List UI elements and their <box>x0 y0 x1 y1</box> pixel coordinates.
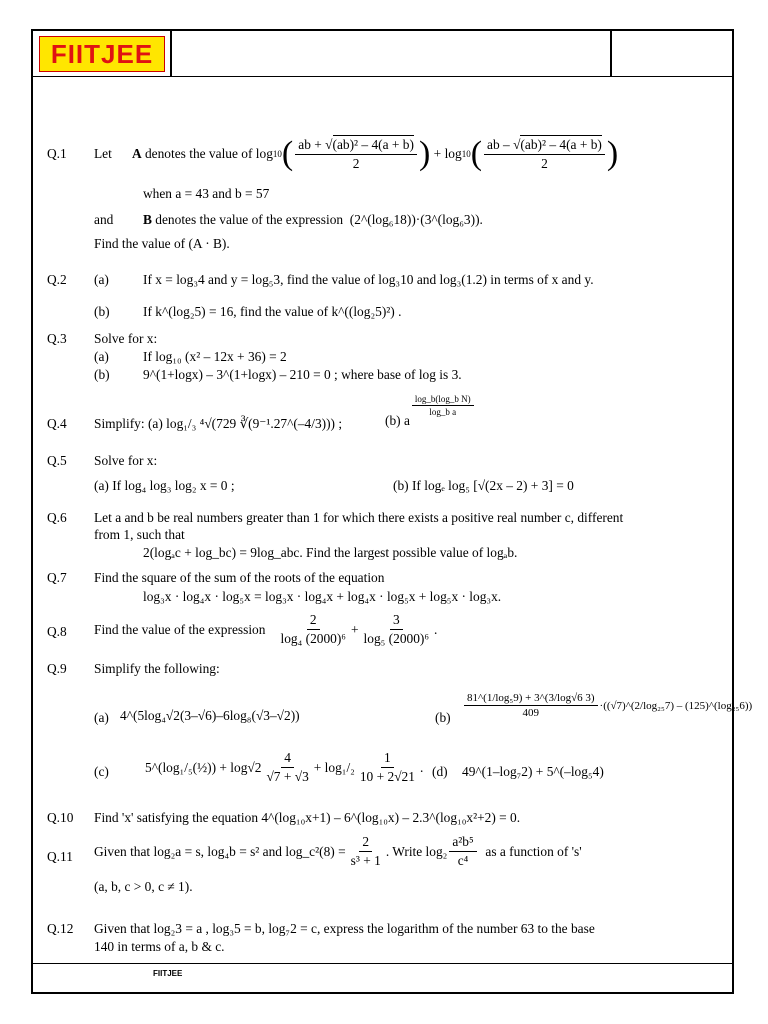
q1-line3b <box>143 212 483 228</box>
part-label: (b) <box>435 710 451 725</box>
q11-frac1 <box>348 834 384 869</box>
header-divider <box>610 31 612 76</box>
part-label: (a) <box>94 272 109 287</box>
q11-l1c: as a function of 's' <box>485 843 582 859</box>
q9c-expr-a: 5^(log₁/₅(½)) + log√2 <box>145 759 262 775</box>
q4b-exp-den: log_b a <box>429 407 457 417</box>
q2b-text: If k^(log₂5) = 16, find the value of k^((log₂5)²) . <box>143 304 402 319</box>
q4b-label: (b) a <box>385 413 410 428</box>
footer-bar <box>33 963 732 992</box>
q9c-frac1 <box>263 750 311 785</box>
q5b-text: (b) If logₑ log₅ [√(2x – 2) + 3] = 0 <box>393 478 574 493</box>
q9c-frac2 <box>357 750 418 785</box>
q1-rad2: (ab)² – 4(a + b) <box>520 136 602 152</box>
q12-line2: 140 in terms of a, b & c. <box>94 939 225 954</box>
q5a-text: (a) If log₄ log₃ log₂ x = 0 ; <box>94 478 235 493</box>
q1-let: Let <box>94 146 112 161</box>
q7-line1: Find the square of the sum of the roots of the equation <box>94 570 385 585</box>
q1-num1: ab + <box>298 136 326 152</box>
q3a-text: If log₁₀ (x² – 12x + 36) = 2 <box>143 349 287 364</box>
q11-line2: (a, b, c > 0, c ≠ 1). <box>94 879 193 894</box>
q1-line3 <box>94 212 113 228</box>
q9c-d2: 10 + 2√21 <box>359 769 415 784</box>
q8-frac2 <box>361 612 433 647</box>
part-label: (c) <box>94 764 109 779</box>
part-label: (b) <box>94 304 110 319</box>
part-label: (a) <box>94 710 109 725</box>
question-number: Q.8 <box>47 624 67 639</box>
question-number: Q.5 <box>47 453 67 468</box>
part-label: (a) <box>94 349 109 364</box>
footer-logo: FIITJEE <box>153 969 183 978</box>
q9c-n2: 1 <box>381 750 394 768</box>
fiitjee-logo: FIITJEE <box>39 36 165 72</box>
q9c-end: . <box>419 759 424 775</box>
q9c-d1: √7 + √3 <box>266 769 309 784</box>
q8-n1: 2 <box>307 612 320 630</box>
q4a-text: Simplify: (a) log₁/₃ ⁴√(729 ∛(9⁻¹.27^(–4/3))) ; <box>94 416 343 431</box>
q8-line <box>94 612 437 647</box>
q1-a-text: denotes the value of <box>144 146 253 161</box>
q9b-rest: ·((√7)^(2/log₂₅7) – (125)^(log₂₅6)) <box>599 699 753 712</box>
q6-line2: from 1, such that <box>94 527 185 542</box>
q1-log: log <box>255 146 273 161</box>
q9d-expr: 49^(1–log₇2) + 5^(–log₅4) <box>462 764 604 779</box>
q1-plus: + <box>433 146 442 161</box>
q7-line2: log₃x · log₄x · log₅x = log₃x · log₄x + log₄x · log₅x + log₅x · log₃x. <box>143 589 502 604</box>
q3-intro: Solve for x: <box>94 331 158 346</box>
q11-d2: c⁴ <box>457 853 469 868</box>
question-number: Q.9 <box>47 661 67 676</box>
q2a-text: If x = log₃4 and y = log₅3, find the value of log₃10 and log₃(1.2) in terms of x and y. <box>143 272 594 287</box>
q9b-den: 409 <box>522 707 540 719</box>
q9c-n1: 4 <box>281 750 294 768</box>
q1-frac2: $\frac{\text{ab – √(ab)² – 4(a + b)}}{2}$ <box>484 137 605 172</box>
part-label: (d) <box>432 764 448 779</box>
question-number: Q.6 <box>47 510 67 525</box>
q11-d: s³ + 1 <box>350 853 381 868</box>
q8-d1: log₄ (2000)⁶ <box>280 631 346 646</box>
q1-b-text: denotes the value of the expression <box>155 212 344 227</box>
q1-expr: (2^(log₆18))·(3^(log₆3)). <box>349 212 483 227</box>
q1-den2: 2 <box>541 155 548 171</box>
q9-intro: Simplify the following: <box>94 661 220 676</box>
q8-plus: + <box>350 621 359 637</box>
q1-log: log <box>444 146 462 161</box>
q1-and: and <box>94 212 114 227</box>
q5-intro: Solve for x: <box>94 453 158 468</box>
q9b-expr <box>462 692 752 719</box>
q4b <box>385 394 476 431</box>
q11-line1 <box>94 834 582 869</box>
q8-text: Find the value of the expression <box>94 621 266 637</box>
q9a-expr: 4^(5log₄√2(3–√6)–6log₈(√3–√2)) <box>120 708 300 723</box>
q11-frac2 <box>449 834 476 869</box>
question-number: Q.2 <box>47 272 67 287</box>
question-number: Q.7 <box>47 570 67 585</box>
question-number: Q.10 <box>47 810 74 825</box>
q1-frac1: $\frac{\text{ab + √(ab)² – 4(a + b)}}{2}$ <box>295 137 417 172</box>
q11-n2: a²b⁵ <box>449 834 476 852</box>
question-number: Q.11 <box>47 849 73 864</box>
q8-frac1 <box>277 612 349 647</box>
q3b-text: 9^(1+logx) – 3^(1+logx) – 210 = 0 ; where base of log is 3. <box>143 367 462 382</box>
q9c-expr <box>145 750 423 785</box>
q6-line3: 2(logₐc + log_bc) = 9log_abc. Find the largest possible value of logₐb. <box>143 545 518 560</box>
part-label: (b) <box>94 367 110 382</box>
header-divider <box>170 31 172 76</box>
q1-den1: 2 <box>352 155 360 171</box>
q1-find: Find the value of (A · B). <box>94 236 230 251</box>
q8-end: . <box>434 621 438 637</box>
q11-n: 2 <box>359 834 372 852</box>
q10-text: Find 'x' satisfying the equation 4^(log₁₀x+1) – 6^(log₁₀x) – 2.3^(log₁₀x²+2) = 0. <box>94 810 521 825</box>
q1-num2: ab – <box>487 136 514 152</box>
q1-rad1: (ab)² – 4(a + b) <box>332 136 414 152</box>
q9b-num: 81^(1/log₅9) + 3^(3/log√6 3) <box>464 692 598 706</box>
question-number: Q.3 <box>47 331 67 346</box>
q1-line1: Let A denotes the value of log 10 ( $\frac{\text{ab + √(ab)² – 4(a + b)}}{2}$ ) + log 10 ( $\frac{\text{ab – √(ab)² – 4(a + b)}}{2}$ ) <box>94 135 619 172</box>
q9b-frac <box>464 692 598 719</box>
q1-B: B <box>143 212 152 227</box>
q4b-exp-num: log_b(log_b N) <box>412 394 474 406</box>
q1-A: A <box>131 146 142 161</box>
question-number: Q.4 <box>47 416 67 431</box>
question-number: Q.12 <box>47 921 74 936</box>
q9c-mid: + log₁/₂ <box>313 759 355 775</box>
q12-line1: Given that log₂3 = a , log₃5 = b, log₇2 = c, express the logarithm of the number 63 to the base <box>94 921 595 936</box>
question-number: Q.1 <box>47 146 67 161</box>
q8-d2: log₅ (2000)⁶ <box>363 631 430 646</box>
q1-when: when a = 43 and b = 57 <box>143 186 270 201</box>
q11-l1b: . Write log₂ <box>385 843 448 859</box>
q8-n2: 3 <box>390 612 403 630</box>
q4b-exponent <box>412 394 474 417</box>
q11-l1a: Given that log₂a = s, log₄b = s² and log_c²(8) = <box>94 843 346 859</box>
header-bar <box>33 31 732 77</box>
q6-line1: Let a and b be real numbers greater than 1 for which there exists a positive real number c, different <box>94 510 624 525</box>
